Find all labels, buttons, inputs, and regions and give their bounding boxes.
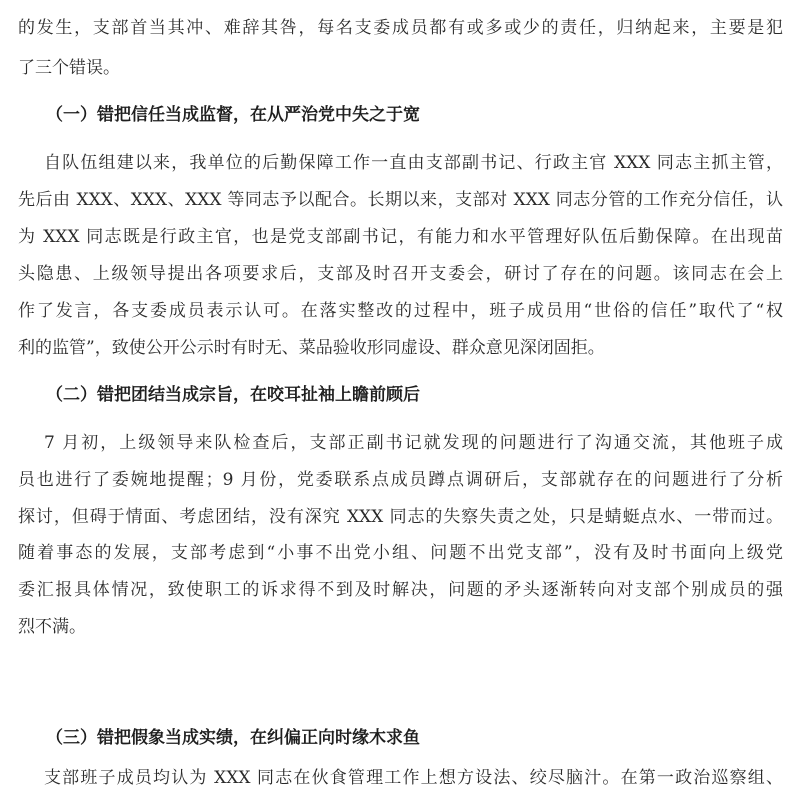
paragraph-line: 委汇报具体情况，致使职工的诉求得不到及时解决，问题的矛头逐渐转向对支部个别成员的强 bbox=[18, 580, 783, 600]
paragraph-line: 头隐患、上级领导提出各项要求后，支部及时召开支委会，研讨了存在的问题。该同志在会上 bbox=[18, 264, 783, 284]
section-heading-3: （三）错把假象当成实绩，在纠偏正向时缘木求鱼 bbox=[46, 728, 420, 748]
paragraph-line: 探讨，但碍于情面、考虑团结，没有深究 XXX 同志的失察失责之处，只是蜻蜓点水、一带而过。 bbox=[18, 507, 783, 527]
paragraph-line: 了三个错误。 bbox=[18, 58, 120, 78]
section-heading-1: （一）错把信任当成监督，在从严治党中失之于宽 bbox=[46, 105, 420, 125]
paragraph-line: 烈不满。 bbox=[18, 617, 86, 637]
paragraph-line: 自队伍组建以来，我单位的后勤保障工作一直由支部副书记、行政主官 XXX 同志主抓主管， bbox=[44, 153, 783, 173]
paragraph-line: 利的监管”，致使公开公示时有时无、菜品验收形同虚设、群众意见深闭固拒。 bbox=[18, 338, 605, 358]
paragraph-line: 作了发言，各支委成员表示认可。在落实整改的过程中，班子成员用“世俗的信任”取代了“权 bbox=[18, 301, 783, 321]
paragraph-line: 随着事态的发展，支部考虑到“小事不出党小组、问题不出党支部”，没有及时书面向上级党 bbox=[18, 543, 783, 563]
section-heading-2: （二）错把团结当成宗旨，在咬耳扯袖上瞻前顾后 bbox=[46, 385, 420, 405]
paragraph-line: 支部班子成员均认为 XXX 同志在伙食管理工作上想方设法、绞尽脑汁。在第一政治巡察组、 bbox=[44, 768, 783, 788]
paragraph-line: 的发生，支部首当其冲、难辞其咎，每名支委成员都有或多或少的责任，归纳起来，主要是犯 bbox=[18, 18, 783, 38]
paragraph-line: 员也进行了委婉地提醒；9 月份，党委联系点成员蹲点调研后，支部就存在的问题进行了分析 bbox=[18, 470, 783, 490]
paragraph-line: 先后由 XXX、XXX、XXX 等同志予以配合。长期以来，支部对 XXX 同志分管的工作充分信任，认 bbox=[18, 190, 783, 210]
paragraph-line: 7 月初，上级领导来队检查后，支部正副书记就发现的问题进行了沟通交流，其他班子成 bbox=[44, 433, 783, 453]
paragraph-line: 为 XXX 同志既是行政主官，也是党支部副书记，有能力和水平管理好队伍后勤保障。在出现苗 bbox=[18, 227, 783, 247]
